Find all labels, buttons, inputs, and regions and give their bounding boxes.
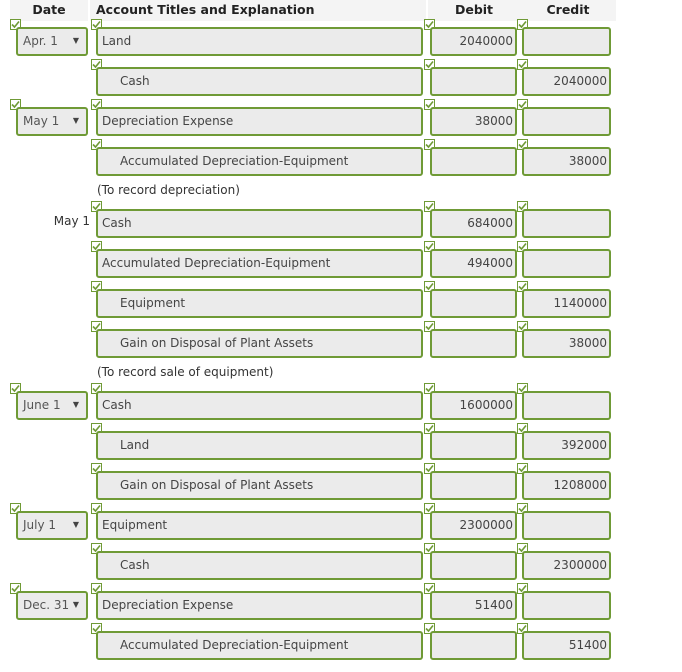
note-sale: (To record sale of equipment) bbox=[97, 365, 274, 379]
credit-input[interactable]: 51400 bbox=[522, 631, 611, 660]
header-account: Account Titles and Explanation bbox=[90, 0, 426, 21]
debit-input[interactable] bbox=[430, 551, 517, 580]
account-title-input[interactable]: Gain on Disposal of Plant Assets bbox=[96, 329, 423, 358]
account-title-input[interactable]: Cash bbox=[96, 391, 423, 420]
account-title-input[interactable]: Land bbox=[96, 431, 423, 460]
account-title-input[interactable]: Cash bbox=[96, 67, 423, 96]
credit-input[interactable]: 1140000 bbox=[522, 289, 611, 318]
chevron-down-icon: ▼ bbox=[72, 520, 79, 529]
debit-input[interactable]: 1600000 bbox=[430, 391, 517, 420]
date-label: May 1 bbox=[53, 214, 90, 228]
date-select[interactable] bbox=[16, 107, 88, 136]
credit-input[interactable] bbox=[522, 209, 611, 238]
chevron-down-icon: ▼ bbox=[72, 600, 79, 609]
credit-input[interactable]: 38000 bbox=[522, 329, 611, 358]
credit-input[interactable] bbox=[522, 511, 611, 540]
debit-input[interactable]: 51400 bbox=[430, 591, 517, 620]
credit-input[interactable] bbox=[522, 249, 611, 278]
debit-input[interactable] bbox=[430, 147, 517, 176]
chevron-down-icon: ▼ bbox=[72, 116, 79, 125]
debit-input[interactable]: 494000 bbox=[430, 249, 517, 278]
date-select-value: Apr. 1 bbox=[23, 34, 58, 48]
date-select[interactable] bbox=[16, 27, 88, 56]
account-title-input[interactable]: Cash bbox=[96, 551, 423, 580]
credit-input[interactable]: 2300000 bbox=[522, 551, 611, 580]
debit-input[interactable] bbox=[430, 289, 517, 318]
account-title-input[interactable]: Equipment bbox=[96, 511, 423, 540]
debit-input[interactable] bbox=[430, 631, 517, 660]
credit-input[interactable]: 38000 bbox=[522, 147, 611, 176]
header-debit: Debit bbox=[428, 0, 520, 21]
credit-input[interactable]: 392000 bbox=[522, 431, 611, 460]
credit-input[interactable]: 1208000 bbox=[522, 471, 611, 500]
account-title-input[interactable]: Accumulated Depreciation-Equipment bbox=[96, 249, 423, 278]
header-date: Date bbox=[10, 0, 88, 21]
chevron-down-icon: ▼ bbox=[72, 36, 79, 45]
debit-input[interactable]: 684000 bbox=[430, 209, 517, 238]
date-select-value: May 1 bbox=[23, 114, 60, 128]
account-title-input[interactable]: Land bbox=[96, 27, 423, 56]
account-title-input[interactable]: Depreciation Expense bbox=[96, 107, 423, 136]
debit-input[interactable] bbox=[430, 329, 517, 358]
credit-input[interactable]: 2040000 bbox=[522, 67, 611, 96]
account-title-input[interactable]: Cash bbox=[96, 209, 423, 238]
date-select-value: July 1 bbox=[23, 518, 57, 532]
date-select-value: June 1 bbox=[23, 398, 61, 412]
debit-input[interactable] bbox=[430, 471, 517, 500]
chevron-down-icon: ▼ bbox=[72, 400, 79, 409]
debit-input[interactable]: 38000 bbox=[430, 107, 517, 136]
debit-input[interactable] bbox=[430, 67, 517, 96]
header-credit: Credit bbox=[520, 0, 616, 21]
note-depreciation: (To record depreciation) bbox=[97, 183, 240, 197]
credit-input[interactable] bbox=[522, 27, 611, 56]
account-title-input[interactable]: Gain on Disposal of Plant Assets bbox=[96, 471, 423, 500]
credit-input[interactable] bbox=[522, 391, 611, 420]
account-title-input[interactable]: Accumulated Depreciation-Equipment bbox=[96, 147, 423, 176]
debit-input[interactable]: 2040000 bbox=[430, 27, 517, 56]
date-select-value: Dec. 31 bbox=[23, 598, 70, 612]
account-title-input[interactable]: Equipment bbox=[96, 289, 423, 318]
debit-input[interactable] bbox=[430, 431, 517, 460]
credit-input[interactable] bbox=[522, 591, 611, 620]
account-title-input[interactable]: Accumulated Depreciation-Equipment bbox=[96, 631, 423, 660]
date-select[interactable] bbox=[16, 511, 88, 540]
account-title-input[interactable]: Depreciation Expense bbox=[96, 591, 423, 620]
date-select[interactable] bbox=[16, 591, 88, 620]
debit-input[interactable]: 2300000 bbox=[430, 511, 517, 540]
credit-input[interactable] bbox=[522, 107, 611, 136]
date-select[interactable] bbox=[16, 391, 88, 420]
